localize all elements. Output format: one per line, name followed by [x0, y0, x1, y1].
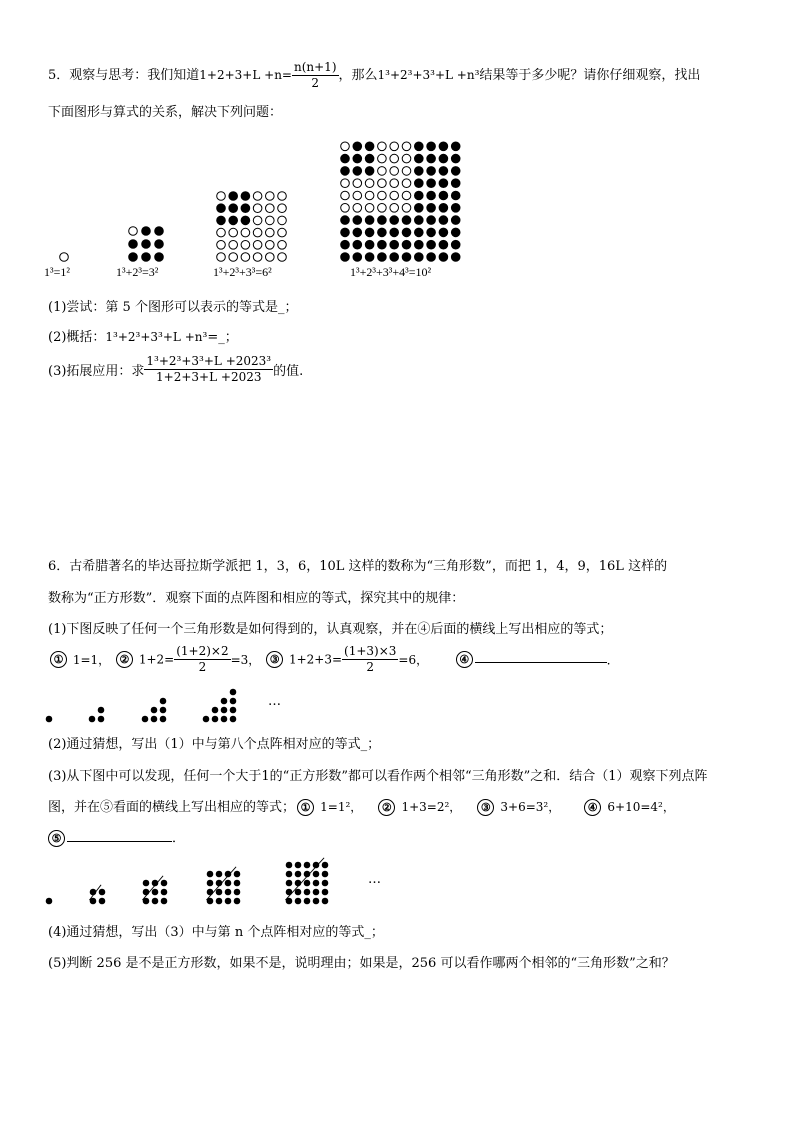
q6-eq4-answer-line[interactable]: [475, 648, 607, 663]
q6-eq2-num: (1+2)×2: [176, 644, 229, 658]
q6-eq5-end: ．: [172, 831, 186, 846]
q5-fig4-dot: [353, 142, 362, 151]
q6-tri-ellipsis: …: [268, 694, 281, 709]
q5-part1: (1)尝试：第 5 个图形可以表示的等式是_；: [48, 300, 298, 315]
q6-sq2-dot: [90, 898, 96, 904]
q6-sq4-dot: [234, 871, 240, 877]
q5-fig4-dot: [415, 228, 424, 237]
q6-sq4-dot: [216, 898, 222, 904]
q6-sq3-dot: [152, 889, 158, 895]
q6-sq4-dot: [234, 880, 240, 886]
q5-intro-mid: ，那么: [338, 68, 378, 83]
q6-tri3-dot: [142, 716, 148, 722]
q5-fig4-dot: [451, 228, 460, 237]
q5-fig4-dot: [378, 167, 387, 176]
q5-fig4-dot: [353, 191, 362, 200]
q5-fig4-dot: [427, 253, 436, 262]
q5-fig4-dot: [353, 240, 362, 249]
q5-fig3-dot: [278, 228, 287, 237]
q6-sq3-dot: [161, 898, 167, 904]
q5-fig2-dot: [129, 240, 138, 249]
q6-tri4-dot: [221, 707, 227, 713]
q5-fig4-dot: [390, 240, 399, 249]
q5-fig4-dot: [415, 240, 424, 249]
q5-intro-suffix: 结果等于多少呢？请你仔细观察，找出: [479, 68, 701, 83]
q5-fig2-dot: [129, 253, 138, 262]
q5-fig4-dot: [402, 204, 411, 213]
q6-sq3-dot: [152, 898, 158, 904]
q5-fig3-dot: [253, 204, 262, 213]
q5-fig4-dot: [415, 142, 424, 151]
q5-fig4-dot: [402, 216, 411, 225]
q5-fig3-dot: [241, 216, 250, 225]
q6-eq2-den: 2: [198, 660, 207, 674]
q6-sq3-dot: [143, 880, 149, 886]
q5-part3-suffix: 的值.: [273, 364, 304, 379]
q6-part1: (1)下图反映了任何一个三角形数是如何得到的，认真观察，并在④后面的横线上写出相应的等式；: [48, 622, 613, 637]
q5-fig4-dot: [341, 216, 350, 225]
q5-intro-line1: [48, 60, 700, 91]
q5-fig3-dot: [278, 192, 287, 201]
q5-sum-fraction: [292, 60, 339, 91]
q6-sq4-dot: [207, 880, 213, 886]
q5-fig4-dot: [390, 191, 399, 200]
q6-sq5-dot: [313, 880, 319, 886]
q5-fig4-dot: [341, 179, 350, 188]
q5-fig4-dot: [378, 191, 387, 200]
q5-fig3-dot: [241, 253, 250, 262]
q6-eq3-fraction: [342, 644, 398, 675]
q6-sq4-dot: [216, 889, 222, 895]
q6-sq2-dot: [90, 889, 96, 895]
q5-fig4-dot: [451, 142, 460, 151]
q5-fig3-dot: [278, 241, 287, 250]
q5-fig4-dot: [402, 253, 411, 262]
q6-eq2-right: =3，: [230, 653, 261, 667]
q5-fig4-dot: [402, 240, 411, 249]
q5-fig4-dot: [341, 167, 350, 176]
q6-sq4-dot: [225, 898, 231, 904]
q6-sq-mark-1: ①: [297, 799, 314, 816]
q5-fig4-dot: [353, 154, 362, 163]
q6-sq5-dot: [295, 889, 301, 895]
q6-sq4-dot: [216, 871, 222, 877]
q6-eq2-mark: ②: [116, 651, 133, 668]
q5-fig2-dot: [129, 227, 138, 236]
q5-fig3-dot: [217, 192, 226, 201]
q6-sq5-dot: [304, 862, 310, 868]
q5-fig4-dot: [353, 167, 362, 176]
q5-fig4-dot: [341, 240, 350, 249]
q5-fig4-dot: [415, 154, 424, 163]
q5-fig4-dot: [415, 167, 424, 176]
q5-fig4-dot: [341, 204, 350, 213]
q6-part5: (5)判断 256 是不是正方形数，如果不是，说明理由；如果是，256 可以看作哪两个相邻的“三角形数”之和？: [48, 956, 675, 971]
q6-sq4-dot: [216, 880, 222, 886]
q5-fig4-dot: [439, 240, 448, 249]
q6-sq5-dot: [295, 880, 301, 886]
q6-eq5-answer-line[interactable]: [67, 827, 172, 842]
q5-fig4-dot: [402, 179, 411, 188]
q5-fig3-dot: [266, 228, 275, 237]
q5-fig4-dot: [451, 240, 460, 249]
q5-intro-prefix: 5．观察与思考：我们知道: [48, 68, 200, 83]
q5-fig4-dot: [390, 204, 399, 213]
q6-sq1-dot: [46, 898, 52, 904]
q6-part2: (2)通过猜想，写出（1）中与第八个点阵相对应的等式_；: [48, 737, 381, 752]
q5-fig4-dot: [451, 191, 460, 200]
q5-fig4-dot: [402, 142, 411, 151]
q6-eq1: 1=1，: [72, 653, 111, 667]
q5-fig3-dot: [241, 241, 250, 250]
q5-fig4-dot: [390, 253, 399, 262]
q6-eq3-right: =6，: [398, 653, 429, 667]
q6-sq5-dot: [322, 889, 328, 895]
q5-fig3-dot: [253, 216, 262, 225]
q5-figure-label-4: 1³+2³+3³+4³=10²: [350, 265, 432, 279]
q5-figure-label-1: 1³=1²: [44, 265, 70, 279]
q5-fig4-dot: [427, 154, 436, 163]
q5-sum-den: 2: [311, 76, 320, 90]
q6-part3-line1: (3)从下图中可以发现，任何一个大于1的“正方形数”都可以看作两个相邻“三角形数”之和．结合（1）观察下列点阵: [48, 769, 708, 784]
q5-sum-num: n(n+1): [293, 60, 337, 74]
q6-eq3-den: 2: [366, 660, 375, 674]
q5-figure-label-2: 1³+2³=3²: [116, 265, 159, 279]
q6-tri2-dot: [98, 716, 104, 722]
q5-fig4-dot: [390, 216, 399, 225]
q6-eq2-left: 1+2=: [138, 652, 175, 667]
q5-fig4-dot: [341, 191, 350, 200]
q5-fig4-dot: [427, 179, 436, 188]
q6-sq5-dot: [313, 889, 319, 895]
q6-sq4-dot: [207, 898, 213, 904]
q6-part3-line2: [48, 796, 675, 816]
q5-fig4-dot: [415, 253, 424, 262]
q6-sq-mark-3: ③: [477, 799, 494, 816]
q6-sq5-dot: [313, 898, 319, 904]
q5-fig4-dot: [365, 240, 374, 249]
q6-sq-eq-4: 6+10=4²，: [607, 800, 675, 814]
q5-fig3-dot: [266, 192, 275, 201]
q5-fig3-dot: [278, 204, 287, 213]
q5-fig3-dot: [278, 216, 287, 225]
q6-sq3-dot: [143, 898, 149, 904]
q6-tri3-dot: [160, 716, 166, 722]
q5-fig2-dot: [142, 227, 151, 236]
q6-equation-row: [48, 644, 619, 675]
q5-fig4-dot: [365, 179, 374, 188]
q5-fig3-dot: [253, 228, 262, 237]
q5-fig4-dot: [451, 204, 460, 213]
q5-fig3-dot: [241, 192, 250, 201]
q5-fig4-dot: [439, 204, 448, 213]
q5-fig3-dot: [229, 253, 238, 262]
q6-sq4-dot: [234, 898, 240, 904]
q5-fig4-dot: [415, 204, 424, 213]
q6-sq2-dot: [99, 889, 105, 895]
q5-fig4-dot: [390, 142, 399, 151]
q6-sq5-dot: [322, 898, 328, 904]
q5-fig4-dot: [341, 154, 350, 163]
q5-fig4-dot: [341, 253, 350, 262]
q6-tri3-dot: [160, 707, 166, 713]
q6-tri4-dot: [230, 698, 236, 704]
q5-intro-line2: 下面图形与算式的关系，解决下列问题：: [48, 105, 283, 120]
q5-cube-sum: 1³+2³+3³+L +n³: [377, 68, 480, 82]
q5-fig3-dot: [241, 204, 250, 213]
q5-fig4-dot: [415, 179, 424, 188]
q5-fig2-dot: [155, 253, 164, 262]
q5-fig4-dot: [402, 191, 411, 200]
q5-part3-fraction: [144, 354, 273, 385]
q6-sq3-dot: [161, 880, 167, 886]
q6-sq5-dot: [295, 871, 301, 877]
q6-tri3-dot: [151, 707, 157, 713]
q5-fig2-dot: [142, 253, 151, 262]
q6-sq-eq-2: 1+3=2²，: [401, 800, 462, 814]
q5-fig2-dot: [155, 227, 164, 236]
q5-fig4-dot: [451, 154, 460, 163]
q6-square-dots: [0, 852, 794, 912]
q6-tri3-dot: [160, 698, 166, 704]
q5-fig4-dot: [439, 228, 448, 237]
q6-sq3-divider-line: [142, 876, 163, 900]
q5-fig3-dot: [217, 216, 226, 225]
q6-tri1-dot: [46, 716, 52, 722]
q6-triangle-dots: [0, 680, 794, 740]
q6-sq-eq-1: 1=1²，: [320, 800, 363, 814]
q5-fig4-dot: [427, 216, 436, 225]
q5-fig4-dot: [353, 253, 362, 262]
q5-fig4-dot: [439, 167, 448, 176]
q5-part3-den: 1+2+3+L +2023: [156, 370, 262, 384]
q5-fig3-dot: [266, 253, 275, 262]
q5-fig4-dot: [353, 216, 362, 225]
q5-fig2-dot: [142, 240, 151, 249]
q6-sq4-dot: [225, 889, 231, 895]
q5-fig4-dot: [427, 240, 436, 249]
q5-fig4-dot: [378, 154, 387, 163]
q5-fig3-dot: [278, 253, 287, 262]
q5-part3: [48, 354, 303, 385]
q5-part2-suffix: =_；: [207, 330, 238, 345]
q6-tri4-dot: [230, 716, 236, 722]
q6-sq4-dot: [234, 889, 240, 895]
q6-tri4-dot: [221, 698, 227, 704]
q6-sq-ellipsis: …: [368, 872, 381, 887]
q6-tri2-dot: [89, 716, 95, 722]
q6-tri4-dot: [212, 716, 218, 722]
q6-eq2-fraction: [174, 644, 230, 675]
q5-fig4-dot: [378, 253, 387, 262]
q5-part3-prefix: (3)拓展应用：求: [48, 364, 145, 379]
q5-part2: [48, 326, 238, 345]
q5-fig4-dot: [439, 154, 448, 163]
q5-fig4-dot: [427, 204, 436, 213]
q5-fig4-dot: [365, 204, 374, 213]
q5-fig4-dot: [439, 191, 448, 200]
q5-sum-formula-left: 1+2+3+L +n=: [199, 68, 292, 82]
q5-fig4-dot: [365, 142, 374, 151]
q5-fig4-dot: [365, 154, 374, 163]
q5-fig4-dot: [402, 167, 411, 176]
q5-part2-formula: 1³+2³+3³+L +n³: [105, 330, 208, 344]
q6-eq3-num: (1+3)×3: [344, 644, 397, 658]
q5-fig4-dot: [353, 179, 362, 188]
q5-fig4-dot: [439, 179, 448, 188]
q6-eq4-mark: ④: [456, 651, 473, 668]
q5-fig4-dot: [378, 142, 387, 151]
q6-sq5-dot: [304, 880, 310, 886]
q5-fig3-dot: [229, 204, 238, 213]
q5-fig4-dot: [390, 228, 399, 237]
q6-sq5-dot: [322, 871, 328, 877]
q6-part4: (4)通过猜想，写出（3）中与第 n 个点阵相对应的等式_；: [48, 925, 384, 940]
q5-fig4-dot: [365, 191, 374, 200]
q5-fig4-dot: [341, 142, 350, 151]
q5-fig3-dot: [253, 241, 262, 250]
q6-tri3-dot: [151, 716, 157, 722]
q5-fig4-dot: [353, 204, 362, 213]
q5-fig3-dot: [229, 241, 238, 250]
q5-fig4-dot: [390, 179, 399, 188]
q6-sq-eq-3: 3+6=3²，: [500, 800, 561, 814]
q6-sq5-dot: [286, 880, 292, 886]
q5-fig3-dot: [266, 241, 275, 250]
q6-sq4-dot: [225, 880, 231, 886]
q5-fig4-dot: [365, 167, 374, 176]
q6-sq5-dot: [295, 898, 301, 904]
q5-fig4-dot: [365, 216, 374, 225]
q6-sq5-dot: [286, 862, 292, 868]
q5-fig4-dot: [451, 179, 460, 188]
q5-fig4-dot: [439, 142, 448, 151]
q5-fig4-dot: [439, 216, 448, 225]
q6-sq5-dot: [286, 871, 292, 877]
q6-eq5-row: [48, 827, 185, 847]
q5-fig4-dot: [415, 216, 424, 225]
q5-fig4-dot: [378, 204, 387, 213]
q6-tri4-dot: [221, 716, 227, 722]
q5-fig4-dot: [402, 154, 411, 163]
q5-figure-label-3: 1³+2³+3³=6²: [213, 265, 272, 279]
q5-fig4-dot: [378, 216, 387, 225]
q5-fig2-dot: [155, 240, 164, 249]
q5-fig4-dot: [427, 228, 436, 237]
q5-fig3-dot: [217, 241, 226, 250]
q5-fig4-dot: [390, 154, 399, 163]
q6-tri4-dot: [230, 689, 236, 695]
q5-fig1-dot: [60, 253, 69, 262]
q5-fig4-dot: [378, 228, 387, 237]
q5-fig4-dot: [451, 253, 460, 262]
q6-tri4-dot: [212, 707, 218, 713]
q6-tri4-dot: [203, 716, 209, 722]
q6-eq1-mark: ①: [50, 651, 67, 668]
q5-part3-num: 1³+2³+3³+L +2023³: [146, 354, 272, 368]
q5-fig4-dot: [402, 228, 411, 237]
q5-fig4-dot: [427, 142, 436, 151]
q6-tri2-dot: [98, 707, 104, 713]
q6-eq3-mark: ③: [266, 651, 283, 668]
q6-sq5-dot: [304, 898, 310, 904]
q6-eq4-end: ．: [606, 653, 619, 667]
q5-fig3-dot: [217, 253, 226, 262]
q6-sq5-dot: [313, 871, 319, 877]
q5-fig3-dot: [229, 192, 238, 201]
q6-sq2-dot: [99, 898, 105, 904]
q5-part2-prefix: (2)概括：: [48, 330, 106, 345]
q6-sq-mark-2: ②: [378, 799, 395, 816]
q5-fig4-dot: [365, 228, 374, 237]
q6-eq3-left: 1+2+3=: [288, 652, 343, 667]
q5-fig4-dot: [365, 253, 374, 262]
q5-fig4-dot: [378, 240, 387, 249]
q6-sq-mark-4: ④: [584, 799, 601, 816]
q5-fig4-dot: [390, 167, 399, 176]
q6-sq4-dot: [207, 871, 213, 877]
q6-sq5-dot: [304, 889, 310, 895]
q5-fig4-dot: [439, 253, 448, 262]
q6-sq5-dot: [286, 898, 292, 904]
q5-fig3-dot: [253, 253, 262, 262]
q5-fig3-dot: [217, 204, 226, 213]
q5-fig4-dot: [451, 216, 460, 225]
q5-fig3-dot: [266, 216, 275, 225]
q6-intro-line1: 6．古希腊著名的毕达哥拉斯学派把 1，3，6，10L 这样的数称为“三角形数”，而把 1，4，9，16L 这样的: [48, 559, 668, 574]
q5-fig4-dot: [427, 191, 436, 200]
q5-fig4-dot: [341, 228, 350, 237]
q5-fig3-dot: [241, 228, 250, 237]
q6-sq5-dot: [322, 862, 328, 868]
q5-fig4-dot: [451, 167, 460, 176]
q5-fig4-dot: [353, 228, 362, 237]
q5-fig3-dot: [229, 228, 238, 237]
q5-fig4-dot: [427, 167, 436, 176]
q5-fig3-dot: [229, 216, 238, 225]
q6-eq5-mark: ⑤: [48, 830, 65, 847]
q5-fig3-dot: [217, 228, 226, 237]
q6-part3-line2-text: 图，并在⑤看面的横线上写出相应的等式；: [48, 800, 296, 815]
q6-sq5-dot: [322, 880, 328, 886]
q6-sq3-dot: [161, 889, 167, 895]
q6-intro-line2: 数称为“正方形数”．观察下面的点阵图和相应的等式，探究其中的规律：: [48, 591, 465, 606]
q5-fig3-dot: [266, 204, 275, 213]
q6-tri4-dot: [230, 707, 236, 713]
q5-fig3-dot: [253, 192, 262, 201]
q5-fig4-dot: [378, 179, 387, 188]
q5-fig4-dot: [415, 191, 424, 200]
q6-sq5-dot: [295, 862, 301, 868]
